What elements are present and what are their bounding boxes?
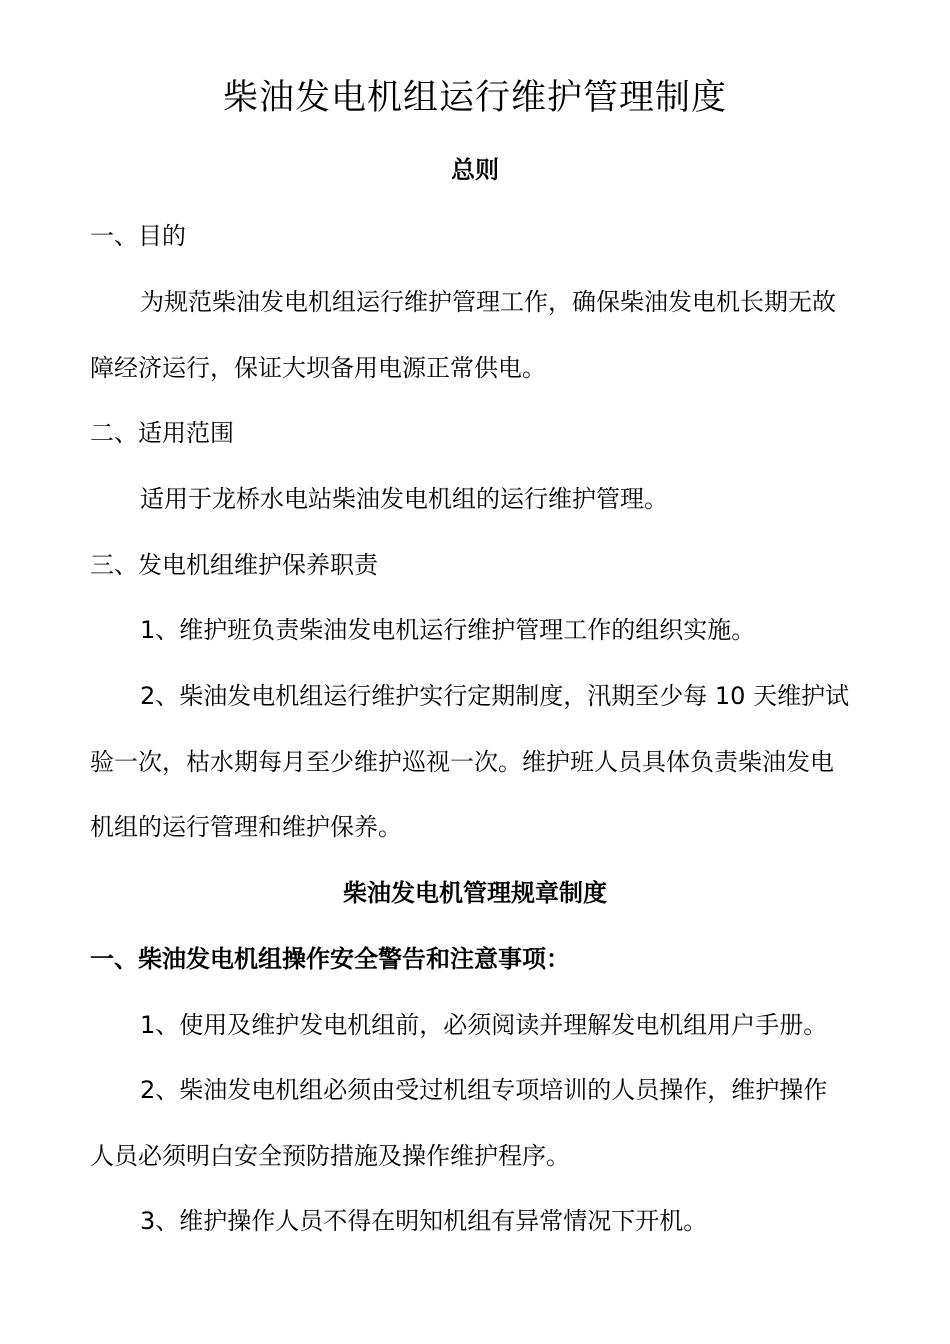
section3-item2-line3: 机组的运行管理和维护保养。 [90,813,402,841]
heading-rules: 柴油发电机管理规章制度 [343,879,607,907]
rules-item2-line2: 人员必须明白安全预防措施及操作维护程序。 [90,1142,570,1170]
rules-item1: 1、使用及维护发电机组前，必须阅读并理解发电机组用户手册。 [140,1011,828,1039]
document-title: 柴油发电机组运行维护管理制度 [222,78,727,118]
section3-item2-line1: 2、柴油发电机组运行维护实行定期制度，汛期至少每 10 天维护试 [140,682,850,710]
section1-heading: 一、目的 [90,222,186,250]
section3-item2-line2: 验一次，枯水期每月至少维护巡视一次。维护班人员具体负责柴油发电 [90,748,834,776]
section1-paragraph-line2: 障经济运行，保证大坝备用电源正常供电。 [90,354,546,382]
section1-paragraph-line1: 为规范柴油发电机组运行维护管理工作，确保柴油发电机长期无故 [140,288,836,316]
rules-item2-line1: 2、柴油发电机组必须由受过机组专项培训的人员操作，维护操作 [140,1076,828,1104]
section2-paragraph: 适用于龙桥水电站柴油发电机组的运行维护管理。 [140,485,668,513]
section3-item1: 1、维护班负责柴油发电机运行维护管理工作的组织实施。 [140,616,756,644]
section3-heading: 三、发电机组维护保养职责 [90,551,378,579]
rules-section1-heading: 一、柴油发电机组操作安全警告和注意事项： [90,945,570,973]
rules-item3: 3、维护操作人员不得在明知机组有异常情况下开机。 [140,1207,708,1235]
section2-heading: 二、适用范围 [90,419,234,447]
heading-general: 总则 [451,156,499,184]
